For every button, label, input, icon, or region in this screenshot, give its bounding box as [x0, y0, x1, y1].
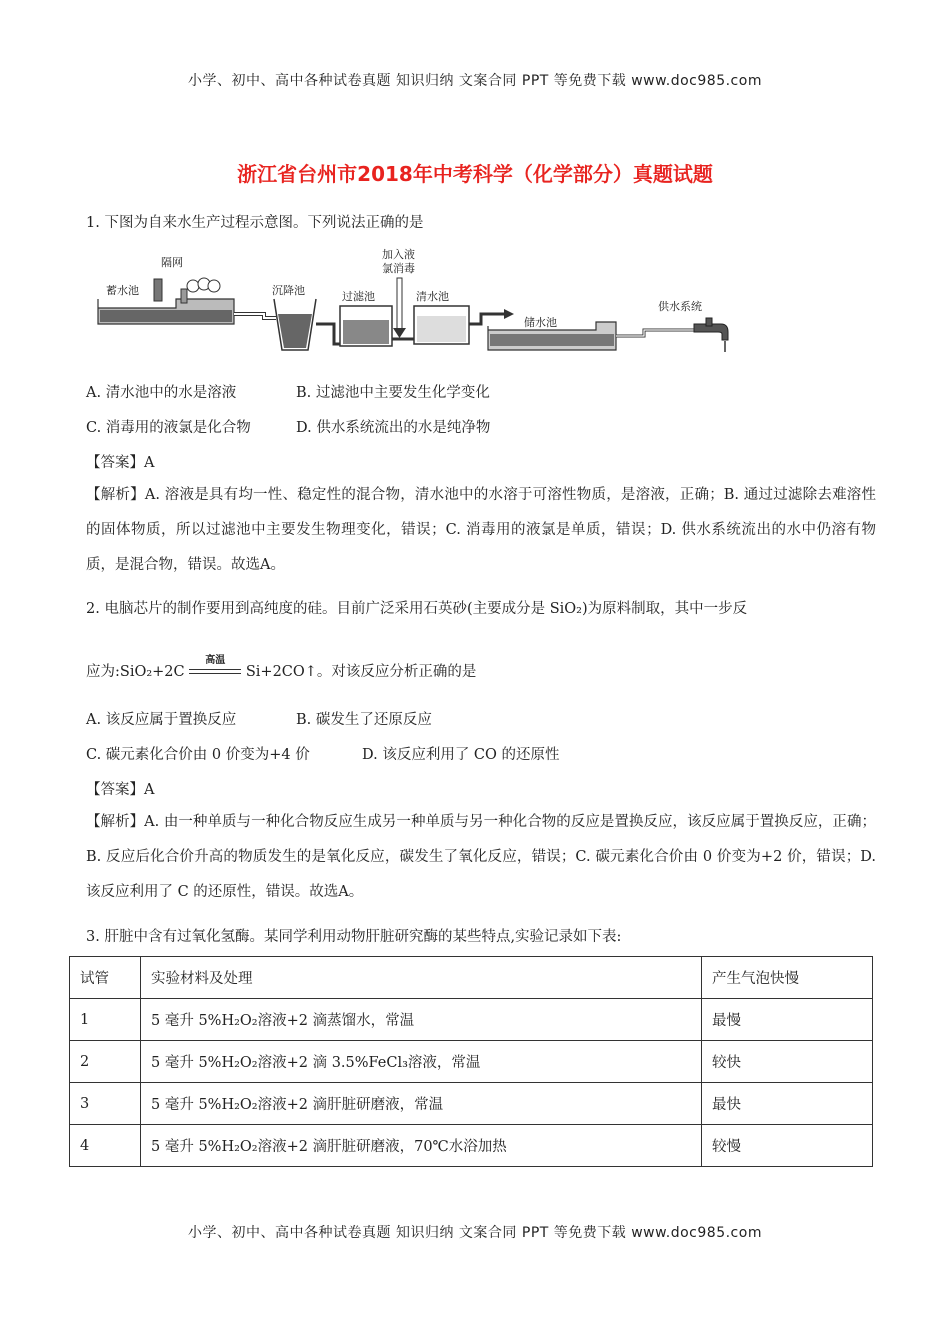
sediment-content [278, 314, 312, 348]
table-cell: 最快 [702, 1083, 873, 1125]
q1-analysis: 【解析】A. 溶液是具有均一性、稳定性的混合物，清水池中的水溶于可溶性物质，是溶液，正确；B. 通过过滤除去难溶性的固体物质，所以过滤池中主要发生物理变化，错误；C. 消毒用的液氯是单质，错误；D. 供水系统流出的水中仍溶有物质，是混合物，错误。故选A。 [86, 487, 876, 573]
clear-water [417, 316, 466, 342]
experiment-table [69, 956, 873, 1167]
table-header-cell: 产生气泡快慢 [702, 957, 873, 999]
table-cell: 2 [70, 1041, 141, 1083]
storage-water [100, 310, 232, 322]
q1-answer: 【答案】A [86, 455, 155, 471]
table-cell: 较慢 [702, 1125, 873, 1167]
table-cell: 最慢 [702, 999, 873, 1041]
q1-option-b: B. 过滤池中主要发生化学变化 [296, 385, 490, 401]
q2-eq-suffix: Si+2CO↑。对该反应分析正确的是 [245, 664, 477, 680]
page-title: 浙江省台州市2018年中考科学（化学部分）真题试题 [237, 162, 713, 186]
q2-equation [86, 655, 477, 681]
pipe [316, 324, 341, 344]
tree-icon [187, 280, 199, 292]
chlorine-label-1: 加入液 [382, 248, 415, 261]
q2-stem: 2. 电脑芯片的制作要用到高纯度的硅。目前广泛采用石英砂(主要成分是 SiO₂)为原料制取，其中一步反 [86, 601, 748, 617]
q1-option-c: C. 消毒用的液氯是化合物 [86, 420, 251, 436]
supply-label: 供水系统 [658, 300, 702, 313]
filter-media [343, 320, 389, 344]
table-cell: 5 毫升 5%H₂O₂溶液+2 滴 3.5%FeCl₃溶液，常温 [141, 1041, 702, 1083]
q2-option-d: D. 该反应利用了 CO 的还原性 [362, 747, 560, 763]
table-cell: 3 [70, 1083, 141, 1125]
q2-options-row2 [86, 743, 560, 764]
sediment-label: 沉降池 [272, 284, 305, 297]
q1-options-row1 [86, 381, 490, 402]
q1-option-a: A. 清水池中的水是溶液 [86, 385, 237, 401]
q2-eq-prefix: 应为:SiO₂+2C [86, 664, 185, 680]
clear-label: 清水池 [416, 290, 449, 303]
page-header: 小学、初中、高中各种试卷真题 知识归纳 文案合同 PPT 等免费下载 www.doc985.com [188, 73, 762, 89]
table-cell: 5 毫升 5%H₂O₂溶液+2 滴肝脏研磨液，70℃水浴加热 [141, 1125, 702, 1167]
screen-label: 隔网 [161, 256, 183, 269]
chlorine-pipe [397, 278, 402, 330]
table-header-cell: 实验材料及处理 [141, 957, 702, 999]
q2-option-c: C. 碳元素化合价由 0 价变为+4 价 [86, 747, 310, 763]
filter-label: 过滤池 [342, 290, 375, 303]
table-cell: 1 [70, 999, 141, 1041]
q2-option-a: A. 该反应属于置换反应 [86, 712, 237, 728]
table-cell: 4 [70, 1125, 141, 1167]
q1-stem: 1. 下图为自来水生产过程示意图。下列说法正确的是 [86, 215, 424, 231]
reserve-water [490, 334, 614, 346]
table-row [70, 1125, 873, 1167]
reaction-line [189, 673, 241, 674]
table-header-cell: 试管 [70, 957, 141, 999]
reaction-line [189, 669, 241, 670]
q2-analysis: 【解析】A. 由一种单质与一种化合物反应生成另一种单质与另一种化合物的反应是置换反应，该反应属于置换反应，正确；B. 反应后化合价升高的物质发生的是氧化反应，碳发生了氧化反应，错误；C. 碳元素化合价由 0 价变为+2 价，错误；D. 该反应利用了 C 的还原性，错误。故选A。 [86, 814, 876, 900]
table-header-row [70, 957, 873, 999]
q2-option-b: B. 碳发生了还原反应 [296, 712, 432, 728]
tree-icon [208, 280, 220, 292]
table-cell: 5 毫升 5%H₂O₂溶液+2 滴肝脏研磨液，常温 [141, 1083, 702, 1125]
water-treatment-diagram [96, 244, 736, 364]
chlorine-arrow-icon [393, 328, 406, 338]
q1-options-row2 [86, 416, 490, 437]
reaction-condition-label: 高温 [205, 655, 226, 666]
table-row [70, 1041, 873, 1083]
pipe [469, 314, 508, 324]
table-row [70, 1083, 873, 1125]
chlorine-label-2: 氯消毒 [382, 262, 415, 275]
table-cell: 较快 [702, 1041, 873, 1083]
faucet-handle [706, 318, 712, 326]
inlet-post [154, 279, 162, 301]
q1-option-d: D. 供水系统流出的水是纯净物 [296, 420, 491, 436]
screen-mesh [181, 289, 187, 303]
page-footer: 小学、初中、高中各种试卷真题 知识归纳 文案合同 PPT 等免费下载 www.doc985.com [188, 1225, 762, 1241]
reaction-condition [189, 655, 241, 679]
reserve-label: 储水池 [524, 316, 557, 329]
table-row [70, 999, 873, 1041]
q2-options-row1 [86, 708, 432, 729]
storage-label: 蓄水池 [106, 284, 139, 297]
flow-arrow-icon [504, 309, 514, 319]
pipe [616, 330, 694, 336]
table-cell: 5 毫升 5%H₂O₂溶液+2 滴蒸馏水，常温 [141, 999, 702, 1041]
q3-stem: 3. 肝脏中含有过氧化氢酶。某同学利用动物肝脏研究酶的某些特点,实验记录如下表: [86, 929, 622, 945]
q2-answer: 【答案】A [86, 782, 155, 798]
